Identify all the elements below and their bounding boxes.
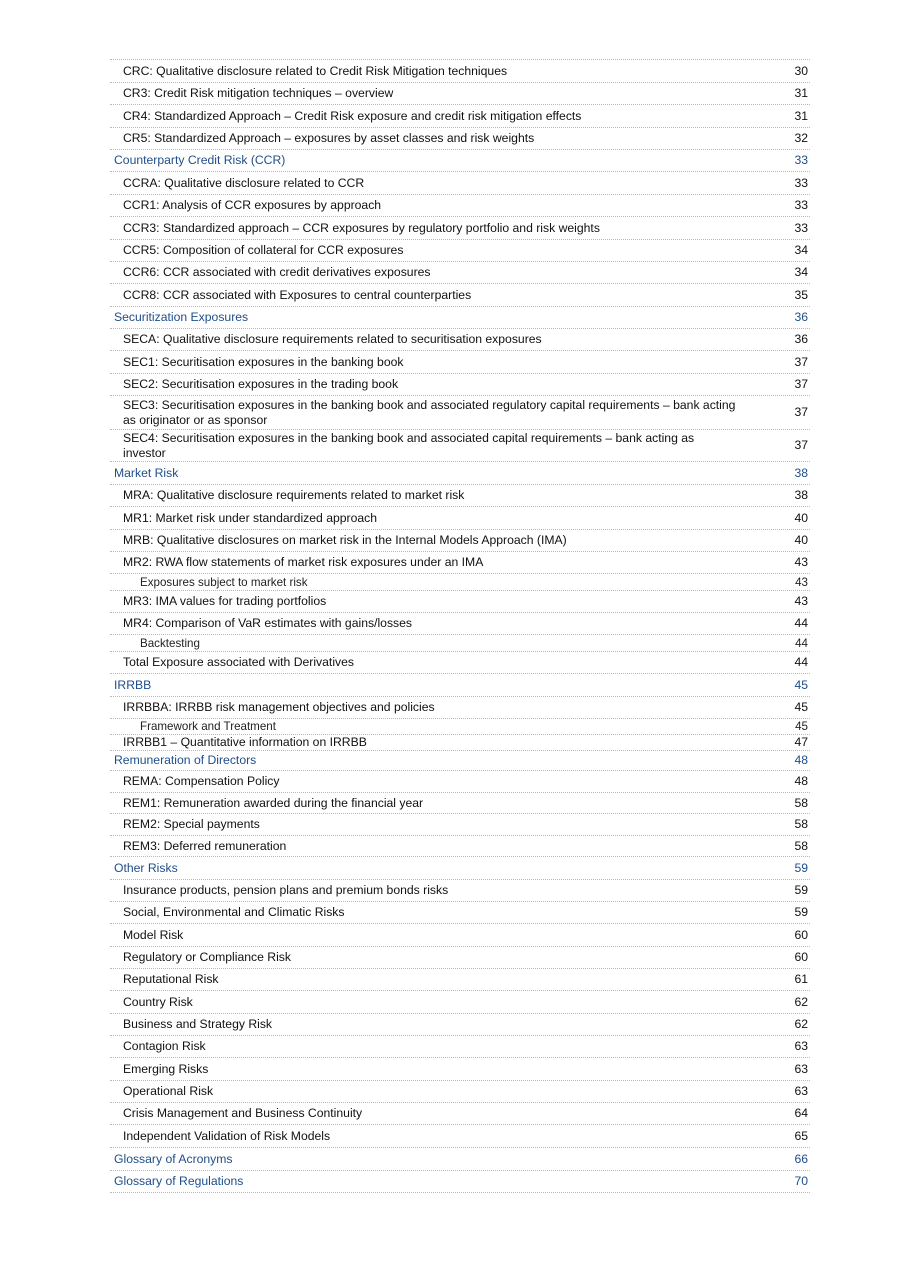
toc-page-number: 36 bbox=[794, 310, 808, 324]
toc-entry-title: Emerging Risks bbox=[123, 1061, 209, 1076]
toc-entry[interactable] bbox=[110, 771, 810, 793]
toc-entry-title: Regulatory or Compliance Risk bbox=[123, 950, 291, 964]
toc-entry[interactable] bbox=[110, 735, 810, 751]
toc-page-number: 40 bbox=[794, 533, 808, 547]
toc-page-number: 33 bbox=[794, 153, 808, 167]
toc-entry-title: Contagion Risk bbox=[123, 1039, 206, 1053]
toc-entry-title: MR1: Market risk under standardized approach bbox=[123, 510, 378, 525]
toc-page-number: 60 bbox=[794, 950, 808, 964]
toc-entry-title: CR4: Standardized Approach – Credit Risk exposure and credit risk mitigation effects bbox=[123, 108, 582, 123]
toc-entry-title: CCR6: CCR associated with credit derivatives exposures bbox=[123, 265, 431, 279]
toc-entry[interactable] bbox=[110, 880, 810, 902]
toc-page-number: 61 bbox=[794, 972, 808, 986]
toc-entry[interactable] bbox=[110, 652, 810, 674]
toc-page-number: 36 bbox=[794, 332, 808, 346]
toc-entry-title: IRRBB1 – Quantitative information on IRRBB bbox=[123, 735, 367, 749]
toc-page-number: 48 bbox=[794, 753, 808, 767]
toc-entry-title: Market Risk bbox=[114, 465, 179, 480]
toc-entry[interactable] bbox=[110, 1036, 810, 1058]
toc-entry-title: MRA: Qualitative disclosure requirements related to market risk bbox=[123, 488, 465, 502]
toc-entry[interactable] bbox=[110, 430, 810, 462]
toc-entry-title: Backtesting bbox=[140, 636, 200, 650]
toc-page-number: 37 bbox=[794, 438, 808, 452]
toc-page-number: 38 bbox=[794, 488, 808, 502]
toc-entry-title: Independent Validation of Risk Models bbox=[123, 1128, 331, 1143]
toc-page-number: 33 bbox=[794, 220, 808, 235]
toc-entry[interactable] bbox=[110, 1103, 810, 1125]
toc-entry-title: CCR5: Composition of collateral for CCR exposures bbox=[123, 243, 404, 257]
toc-entry-title: Framework and Treatment bbox=[140, 720, 276, 733]
toc-entry-title: IRRBB bbox=[114, 677, 152, 692]
toc-page-number: 34 bbox=[794, 243, 808, 257]
toc-entry[interactable] bbox=[110, 284, 810, 307]
toc-page-number: 33 bbox=[794, 175, 808, 190]
toc-entry-title: Model Risk bbox=[123, 927, 184, 942]
toc-entry[interactable] bbox=[110, 217, 810, 240]
toc-entry-title: REMA: Compensation Policy bbox=[123, 774, 280, 788]
toc-entry-title: SECA: Qualitative disclosure requirements related to securitisation exposures bbox=[123, 332, 542, 346]
toc-entry[interactable] bbox=[110, 128, 810, 150]
toc-page-number: 30 bbox=[794, 63, 808, 78]
toc-entry-title: Total Exposure associated with Derivatives bbox=[123, 655, 354, 669]
toc-entry[interactable] bbox=[110, 1125, 810, 1148]
toc-entry-title: MR2: RWA flow statements of market risk exposures under an IMA bbox=[123, 555, 484, 569]
toc-entry[interactable] bbox=[110, 613, 810, 635]
toc-page-number: 38 bbox=[794, 465, 808, 480]
toc-page-number: 45 bbox=[794, 677, 808, 692]
toc-entry-title: Counterparty Credit Risk (CCR) bbox=[114, 153, 286, 167]
toc-entry-title: CCR3: Standardized approach – CCR exposures by regulatory portfolio and risk weights bbox=[123, 220, 600, 235]
toc-entry-title: CCRA: Qualitative disclosure related to CCR bbox=[123, 175, 365, 190]
toc-entry-title: IRRBBA: IRRBB risk management objectives and policies bbox=[123, 700, 435, 714]
toc-entry[interactable] bbox=[110, 83, 810, 105]
toc-page-number: 33 bbox=[794, 198, 808, 212]
toc-page-number: 59 bbox=[794, 860, 808, 875]
toc-entry[interactable] bbox=[110, 836, 810, 857]
toc-entry-title: Social, Environmental and Climatic Risks bbox=[123, 905, 345, 919]
toc-entry[interactable] bbox=[110, 1058, 810, 1081]
table-of-contents bbox=[110, 59, 810, 1193]
toc-subentry[interactable] bbox=[110, 719, 810, 735]
toc-page-number: 31 bbox=[794, 108, 808, 123]
toc-page-number: 44 bbox=[794, 655, 808, 669]
toc-entry[interactable] bbox=[110, 969, 810, 991]
toc-entry-title: Operational Risk bbox=[123, 1084, 214, 1098]
toc-entry-title: Glossary of Regulations bbox=[114, 1174, 244, 1188]
toc-entry-title: REM3: Deferred remuneration bbox=[123, 838, 287, 853]
toc-entry-title: CR5: Standardized Approach – exposures by asset classes and risk weights bbox=[123, 131, 535, 145]
toc-page-number: 70 bbox=[794, 1174, 808, 1188]
toc-entry[interactable] bbox=[110, 507, 810, 530]
toc-section-heading[interactable] bbox=[110, 1148, 810, 1171]
toc-page-number: 62 bbox=[794, 994, 808, 1009]
toc-entry[interactable] bbox=[110, 262, 810, 284]
toc-page-number: 34 bbox=[794, 265, 808, 279]
toc-page-number: 63 bbox=[794, 1061, 808, 1076]
toc-page-number: 45 bbox=[795, 720, 808, 733]
toc-section-heading[interactable] bbox=[110, 751, 810, 771]
toc-section-heading[interactable] bbox=[110, 462, 810, 485]
toc-entry[interactable] bbox=[110, 530, 810, 552]
toc-page-number: 37 bbox=[794, 405, 808, 419]
toc-entry-title: Glossary of Acronyms bbox=[114, 1151, 233, 1166]
toc-entry-title: Remuneration of Directors bbox=[114, 753, 257, 767]
toc-entry[interactable] bbox=[110, 697, 810, 719]
toc-entry[interactable] bbox=[110, 814, 810, 836]
toc-page-number: 44 bbox=[795, 636, 808, 650]
toc-page-number: 31 bbox=[794, 86, 808, 100]
toc-entry-title: SEC2: Securitisation exposures in the trading book bbox=[123, 377, 399, 391]
toc-entry[interactable] bbox=[110, 172, 810, 195]
toc-entry-title: Business and Strategy Risk bbox=[123, 1017, 273, 1031]
toc-entry-title: REM2: Special payments bbox=[123, 817, 260, 831]
toc-entry[interactable] bbox=[110, 374, 810, 396]
toc-section-heading[interactable] bbox=[110, 674, 810, 697]
toc-subentry[interactable] bbox=[110, 574, 810, 591]
toc-page-number: 44 bbox=[794, 616, 808, 630]
toc-entry[interactable] bbox=[110, 329, 810, 351]
toc-page-number: 40 bbox=[794, 510, 808, 525]
toc-page-number: 45 bbox=[794, 700, 808, 714]
toc-entry[interactable] bbox=[110, 105, 810, 128]
toc-entry[interactable] bbox=[110, 924, 810, 947]
toc-section-heading[interactable] bbox=[110, 1171, 810, 1193]
toc-entry-title: Other Risks bbox=[114, 860, 178, 875]
toc-entry-title: Reputational Risk bbox=[123, 972, 219, 986]
toc-entry[interactable] bbox=[110, 552, 810, 574]
toc-entry[interactable] bbox=[110, 902, 810, 924]
toc-entry-title: CCR1: Analysis of CCR exposures by approach bbox=[123, 198, 382, 212]
toc-section-heading[interactable] bbox=[110, 150, 810, 172]
toc-page-number: 43 bbox=[795, 575, 808, 589]
toc-page-number: 59 bbox=[794, 905, 808, 919]
toc-page-number: 60 bbox=[794, 927, 808, 942]
toc-entry[interactable] bbox=[110, 60, 810, 83]
toc-entry-title: CRC: Qualitative disclosure related to Credit Risk Mitigation techniques bbox=[123, 63, 508, 78]
toc-entry-title: REM1: Remuneration awarded during the financial year bbox=[123, 795, 424, 810]
toc-entry-title: Insurance products, pension plans and premium bonds risks bbox=[123, 883, 449, 897]
toc-page-number: 62 bbox=[794, 1017, 808, 1031]
toc-entry-title: Securitization Exposures bbox=[114, 310, 249, 324]
toc-page-number: 58 bbox=[794, 795, 808, 810]
toc-entry-title: SEC3: Securitisation exposures in the banking book and associated regulatory capital requirements – bank acting as originator or as sponsor bbox=[123, 397, 736, 427]
toc-entry[interactable] bbox=[110, 991, 810, 1014]
toc-page-number: 37 bbox=[794, 354, 808, 369]
toc-page-number: 43 bbox=[794, 594, 808, 608]
toc-entry-title: SEC4: Securitisation exposures in the banking book and associated capital requirements – bank acting as investor bbox=[123, 430, 695, 460]
toc-entry-title: SEC1: Securitisation exposures in the banking book bbox=[123, 354, 404, 369]
toc-section-heading[interactable] bbox=[110, 857, 810, 880]
toc-entry[interactable] bbox=[110, 485, 810, 507]
toc-entry[interactable] bbox=[110, 351, 810, 374]
toc-entry[interactable] bbox=[110, 195, 810, 217]
toc-entry-title: MRB: Qualitative disclosures on market risk in the Internal Models Approach (IMA) bbox=[123, 533, 567, 547]
toc-entry-title: Country Risk bbox=[123, 994, 193, 1009]
toc-entry[interactable] bbox=[110, 396, 810, 430]
toc-page-number: 48 bbox=[794, 774, 808, 788]
toc-entry[interactable] bbox=[110, 1081, 810, 1103]
toc-page-number: 64 bbox=[794, 1106, 808, 1120]
toc-entry-title: Exposures subject to market risk bbox=[140, 575, 308, 589]
toc-page-number: 37 bbox=[794, 377, 808, 391]
toc-entry-title: Crisis Management and Business Continuity bbox=[123, 1106, 363, 1120]
toc-entry[interactable] bbox=[110, 947, 810, 969]
toc-page-number: 58 bbox=[794, 838, 808, 853]
toc-page-number: 63 bbox=[794, 1084, 808, 1098]
toc-page-number: 35 bbox=[794, 287, 808, 302]
toc-subentry[interactable] bbox=[110, 635, 810, 652]
toc-page-number: 65 bbox=[794, 1128, 808, 1143]
toc-page-number: 66 bbox=[794, 1151, 808, 1166]
toc-section-heading[interactable] bbox=[110, 307, 810, 329]
toc-page-number: 63 bbox=[794, 1039, 808, 1053]
toc-page-number: 58 bbox=[794, 817, 808, 831]
toc-entry[interactable] bbox=[110, 240, 810, 262]
toc-page-number: 43 bbox=[794, 555, 808, 569]
toc-entry-title: CCR8: CCR associated with Exposures to central counterparties bbox=[123, 287, 472, 302]
toc-entry[interactable] bbox=[110, 1014, 810, 1036]
toc-entry-title: MR3: IMA values for trading portfolios bbox=[123, 594, 327, 608]
toc-page-number: 47 bbox=[794, 735, 808, 749]
toc-page-number: 59 bbox=[794, 883, 808, 897]
toc-entry[interactable] bbox=[110, 793, 810, 814]
toc-entry-title: CR3: Credit Risk mitigation techniques – overview bbox=[123, 86, 394, 100]
toc-entry[interactable] bbox=[110, 591, 810, 613]
toc-entry-title: MR4: Comparison of VaR estimates with gains/losses bbox=[123, 616, 412, 630]
toc-page-number: 32 bbox=[794, 131, 808, 145]
